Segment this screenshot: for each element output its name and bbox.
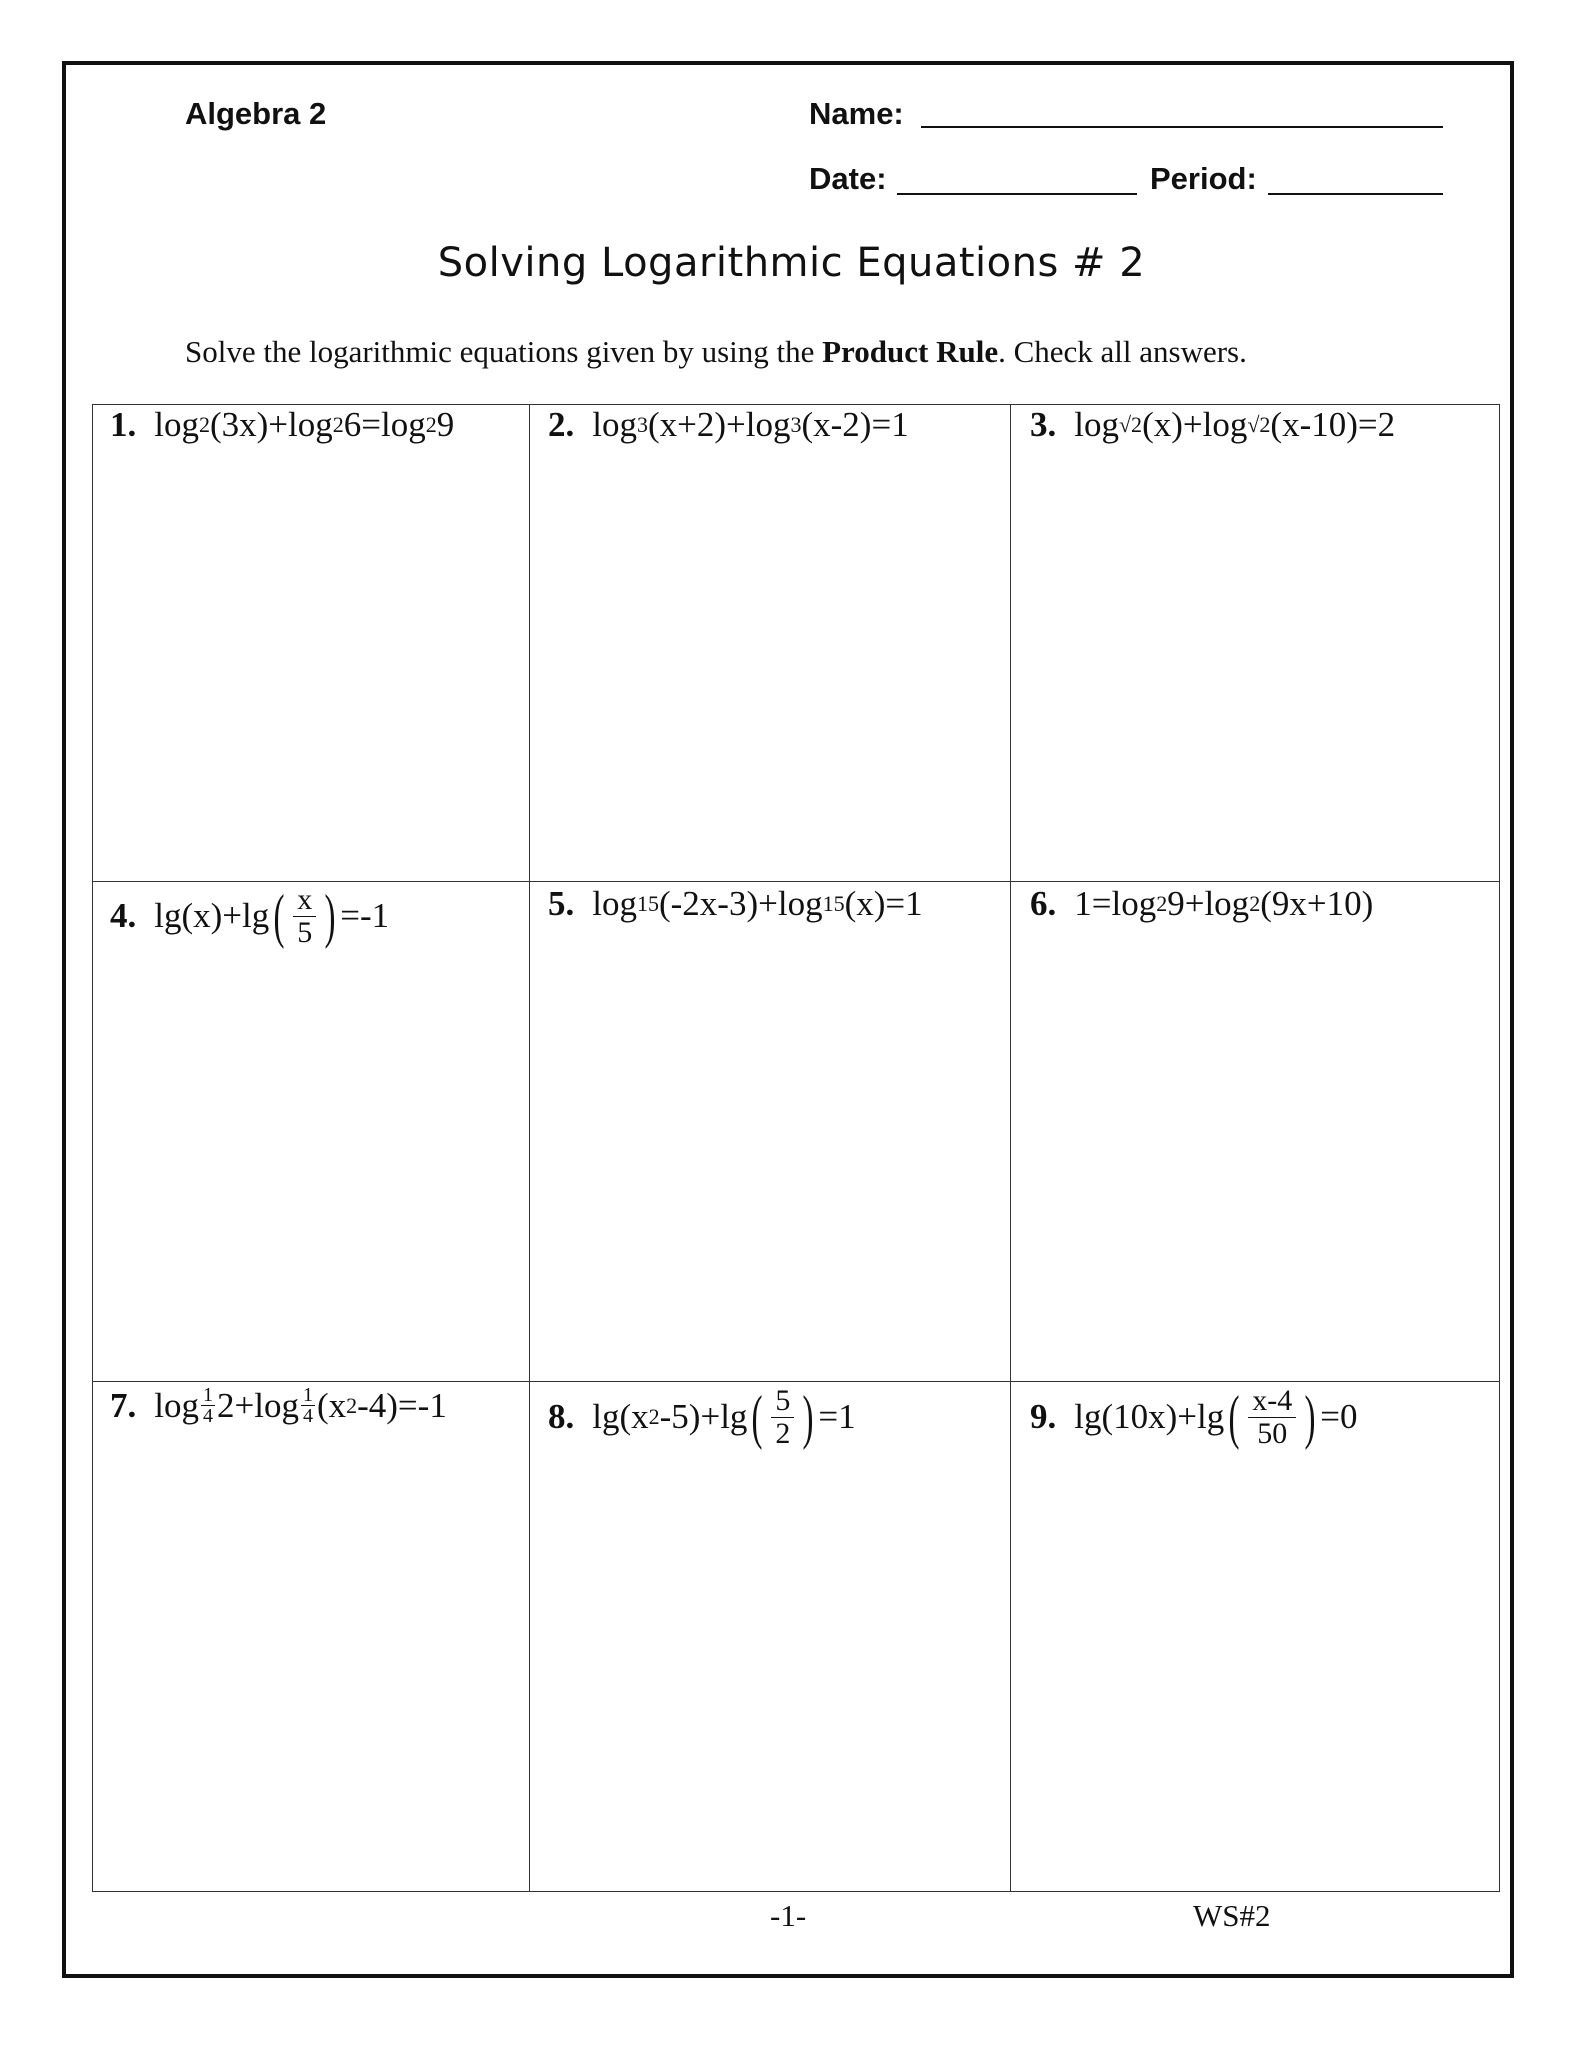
grid-divider bbox=[92, 881, 1500, 882]
period-field[interactable] bbox=[1268, 193, 1443, 195]
problem-3 bbox=[1030, 405, 1395, 445]
worksheet-code: WS#2 bbox=[1193, 1898, 1271, 1933]
equation: log 1 4 2+log 1 4 (x 2 -4)=-1 bbox=[154, 1384, 447, 1427]
problem-number: 3. bbox=[1030, 405, 1057, 444]
problem-5 bbox=[548, 884, 923, 924]
instructions bbox=[185, 334, 1247, 370]
problem-8 bbox=[548, 1385, 856, 1449]
equation: log √2 (x)+log √2 (x-10)=2 bbox=[1074, 405, 1396, 444]
date-field[interactable] bbox=[897, 193, 1137, 195]
worksheet-title: Solving Logarithmic Equations # 2 bbox=[437, 240, 1146, 286]
instructions-pre: Solve the logarithmic equations given by using the bbox=[185, 334, 823, 369]
equation: log 2 (3x)+log 2 6=log 2 9 bbox=[154, 405, 455, 444]
problem-number: 1. bbox=[110, 405, 137, 444]
grid-divider bbox=[92, 1381, 1500, 1382]
problem-2 bbox=[548, 405, 909, 445]
period-label: Period: bbox=[1150, 161, 1257, 196]
problem-number: 8. bbox=[548, 1397, 575, 1436]
problem-number: 7. bbox=[110, 1385, 137, 1425]
problem-number: 2. bbox=[548, 405, 575, 444]
equation: lg(x 2 -5)+lg ( $\frac{5}{2}$ ) =1 bbox=[592, 1384, 856, 1450]
problem-6 bbox=[1030, 884, 1373, 924]
equation: log 3 (x+2)+log 3 (x-2)=1 bbox=[592, 405, 909, 444]
instructions-post: . Check all answers. bbox=[998, 334, 1247, 369]
problem-number: 6. bbox=[1030, 884, 1057, 923]
problem-9 bbox=[1030, 1385, 1357, 1449]
problem-number: 5. bbox=[548, 884, 575, 923]
grid-divider bbox=[529, 404, 530, 1892]
problem-4 bbox=[110, 884, 389, 948]
problem-1 bbox=[110, 405, 454, 445]
name-field[interactable] bbox=[921, 126, 1443, 128]
equation: 1=log 2 9+log 2 (9x+10) bbox=[1074, 884, 1374, 923]
grid-divider bbox=[1010, 404, 1011, 1892]
instructions-bold: Product Rule bbox=[822, 334, 999, 369]
problem-number: 9. bbox=[1030, 1397, 1057, 1436]
page-number: -1- bbox=[770, 1898, 807, 1933]
name-label: Name: bbox=[809, 96, 904, 131]
equation: lg(10x)+lg ( $\frac{x-4}{50}$ ) =0 bbox=[1074, 1384, 1358, 1450]
problem-number: 4. bbox=[110, 896, 137, 935]
equation: lg(x)+lg ( $\frac{x}{5}$ ) =-1 bbox=[154, 883, 390, 949]
problem-7 bbox=[110, 1385, 447, 1426]
problem-grid bbox=[92, 404, 1500, 1892]
equation: log 15 (-2x-3)+log 15 (x)=1 bbox=[592, 884, 923, 923]
course-label: Algebra 2 bbox=[185, 96, 327, 131]
date-label: Date: bbox=[809, 161, 887, 196]
